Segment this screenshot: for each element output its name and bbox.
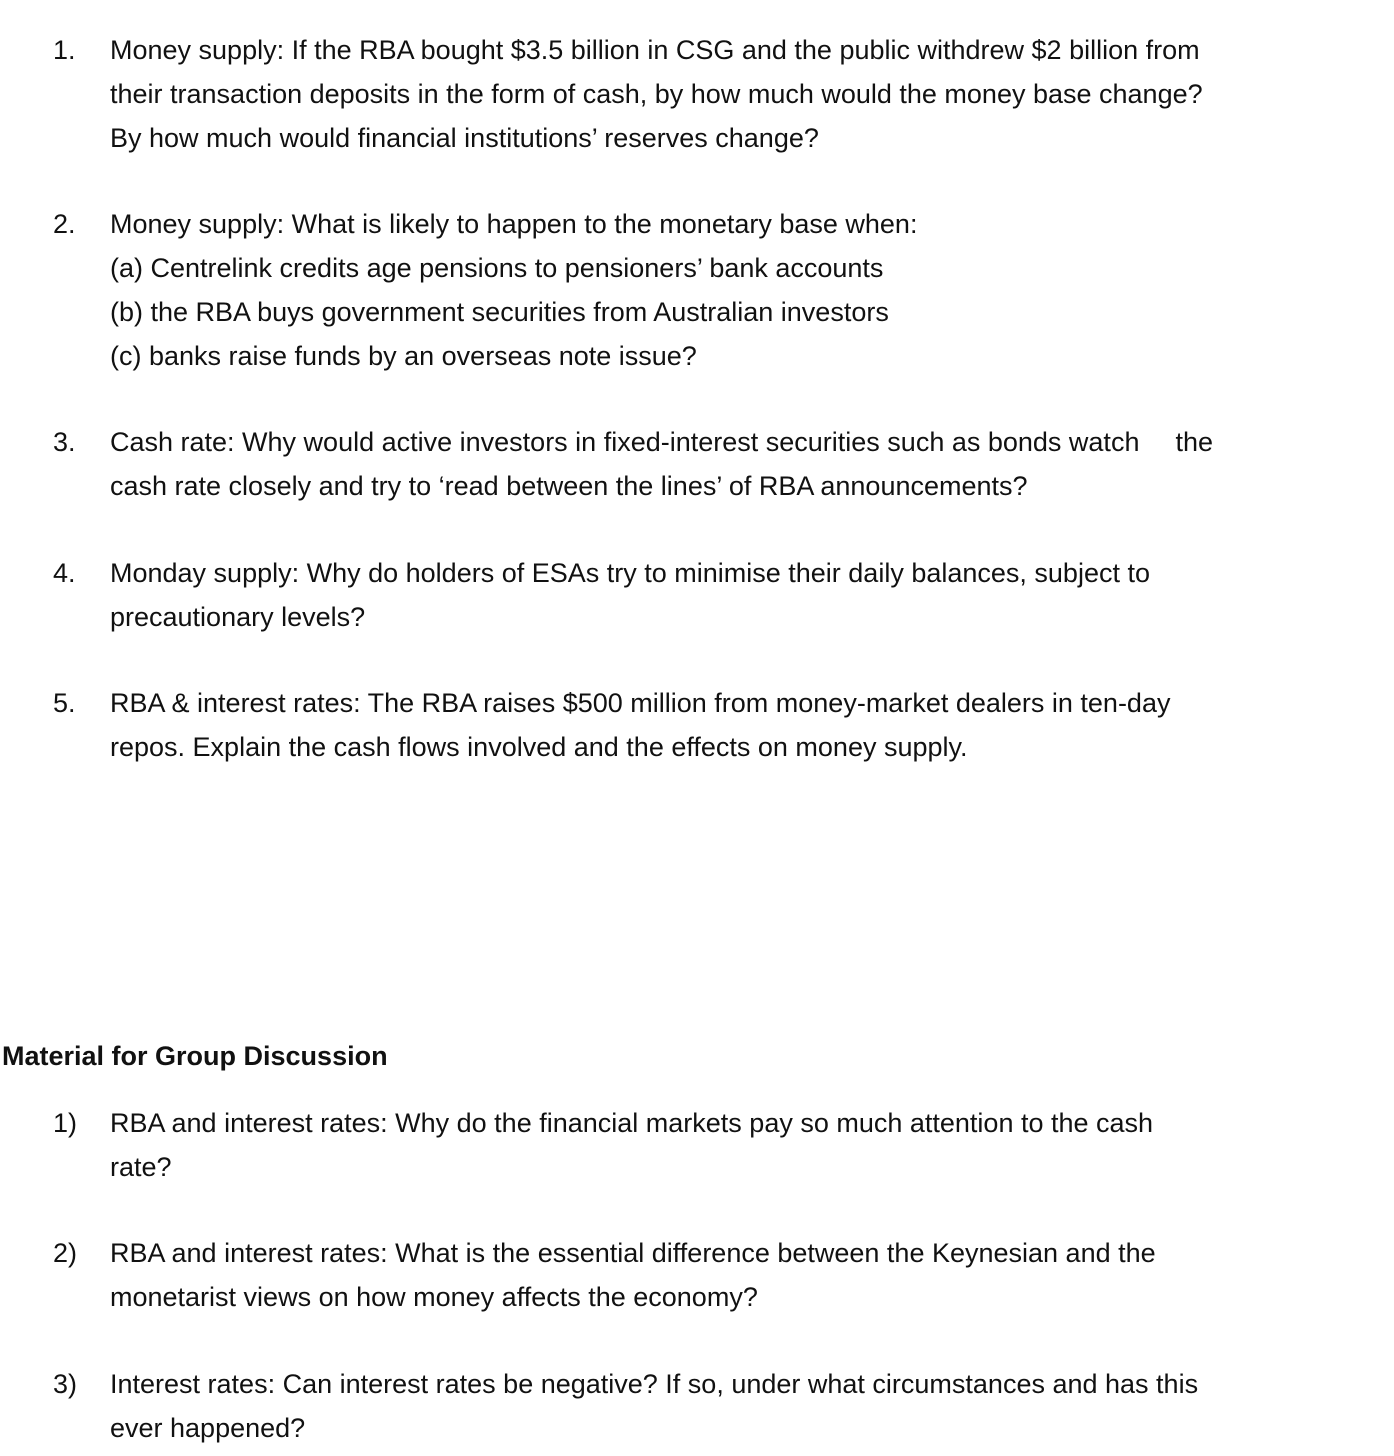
discussion-number: 3): [53, 1369, 78, 1399]
question-line: (c) banks raise funds by an overseas note issue?: [110, 341, 697, 371]
question-line: precautionary levels?: [110, 602, 366, 632]
question-line: Money supply: What is likely to happen to the monetary base when:: [110, 209, 918, 239]
discussion-line: ever happened?: [110, 1413, 306, 1443]
question-number: 3.: [53, 427, 76, 457]
discussion-number: 1): [53, 1108, 78, 1138]
question-number: 5.: [53, 688, 76, 718]
discussion-number: 2): [53, 1238, 78, 1268]
question-text: [110, 202, 917, 378]
question-line: By how much would financial institutions’ reserves change?: [110, 123, 819, 153]
question-line-end: the: [1175, 427, 1214, 457]
question-line: their transaction deposits in the form of cash, by how much would the money base change?: [110, 79, 1203, 109]
question-line: repos. Explain the cash flows involved and the effects on money supply.: [110, 732, 968, 762]
question-line-start: Cash rate: Why would active investors in fixed-interest securities such as bonds watch: [110, 427, 1140, 457]
question-line: RBA & interest rates: The RBA raises $500 million from money-market dealers in ten-day: [110, 688, 1171, 718]
question-line: Monday supply: Why do holders of ESAs try to minimise their daily balances, subject to: [110, 558, 1150, 588]
question-line: cash rate closely and try to ‘read between the lines’ of RBA announcements?: [110, 471, 1028, 501]
discussion-text: [110, 1231, 1156, 1319]
question-line: (b) the RBA buys government securities from Australian investors: [110, 297, 889, 327]
discussion-line: rate?: [110, 1152, 172, 1182]
question-line: [110, 420, 1213, 464]
discussion-line: Interest rates: Can interest rates be negative? If so, under what circumstances and has this: [110, 1369, 1199, 1399]
question-line: Money supply: If the RBA bought $3.5 billion in CSG and the public withdrew $2 billion from: [110, 35, 1200, 65]
question-text: [110, 681, 1170, 769]
section-heading: Material for Group Discussion: [2, 1041, 388, 1071]
question-line: (a) Centrelink credits age pensions to pensioners’ bank accounts: [110, 253, 884, 283]
question-text: [110, 28, 1203, 160]
question-number: 1.: [53, 35, 76, 65]
question-text: [110, 420, 1213, 508]
question-number: 4.: [53, 558, 76, 588]
discussion-line: monetarist views on how money affects the economy?: [110, 1282, 758, 1312]
discussion-text: [110, 1101, 1153, 1189]
discussion-text: [110, 1362, 1198, 1450]
discussion-line: RBA and interest rates: Why do the financial markets pay so much attention to the cash: [110, 1108, 1154, 1138]
discussion-line: RBA and interest rates: What is the essential difference between the Keynesian and the: [110, 1238, 1156, 1268]
question-number: 2.: [53, 209, 76, 239]
question-text: [110, 551, 1150, 639]
